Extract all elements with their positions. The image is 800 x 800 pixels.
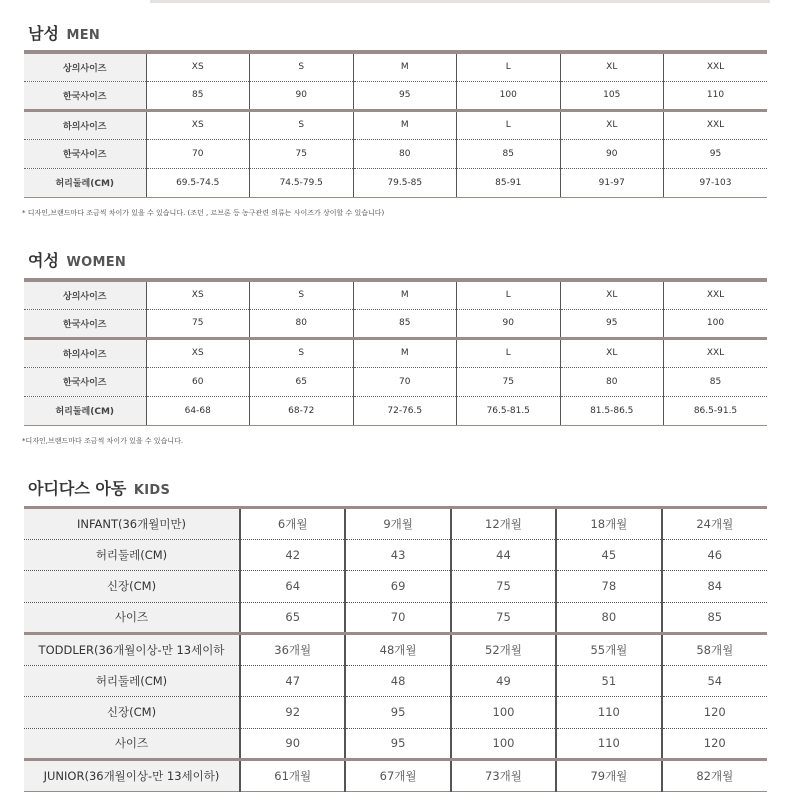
size-value-cell: XL [560,110,664,139]
size-value-cell: 120 [662,697,767,729]
size-value-cell: L [457,280,561,309]
women-section-title [28,248,126,271]
size-value-cell: 80 [250,309,354,338]
row-header-cell: 한국사이즈 [24,367,146,396]
men-title-en: MEN [66,28,101,43]
size-value-cell: M [353,52,457,81]
size-value-cell: 67개월 [345,760,450,792]
kids-size-table [24,506,767,792]
size-value-cell: 42 [240,539,345,571]
size-value-cell: 105 [560,81,664,110]
size-value-cell: 110 [664,81,768,110]
size-value-cell: XS [146,338,250,367]
size-value-cell: 120 [662,728,767,760]
top-divider [150,0,770,3]
size-value-cell: 85-91 [457,168,561,197]
size-value-cell: 76.5-81.5 [457,396,561,425]
size-value-cell: 73개월 [451,760,556,792]
size-value-cell: 48개월 [345,634,450,666]
kids-row [24,760,767,792]
size-value-cell: XL [560,338,664,367]
men-row [24,139,767,168]
row-header-cell: 하의사이즈 [24,338,146,367]
men-row [24,168,767,197]
women-row [24,338,767,367]
kids-row [24,571,767,603]
size-value-cell: 92 [240,697,345,729]
row-header-cell: 사이즈 [24,728,240,760]
row-header-cell: 허리둘레(CM) [24,539,240,571]
size-value-cell: L [457,52,561,81]
size-value-cell: 75 [451,571,556,603]
size-value-cell: 95 [353,81,457,110]
size-value-cell: 6개월 [240,508,345,540]
size-value-cell: 75 [146,309,250,338]
women-title-ko: 여성 [28,251,59,270]
size-value-cell: XL [560,52,664,81]
kids-row [24,508,767,540]
size-value-cell: 24개월 [662,508,767,540]
women-note: *디자인,브랜드마다 조금씩 차이가 있을 수 있습니다. [22,437,184,445]
women-title-en: WOMEN [66,255,127,270]
kids-row [24,697,767,729]
size-value-cell: 48 [345,665,450,697]
size-value-cell: 110 [556,728,661,760]
size-value-cell: 95 [345,728,450,760]
size-value-cell: 49 [451,665,556,697]
size-value-cell: XS [146,52,250,81]
size-value-cell: 75 [451,602,556,634]
size-value-cell: 95 [664,139,768,168]
size-value-cell: XXL [664,52,768,81]
kids-row [24,634,767,666]
women-size-table [24,278,767,426]
size-value-cell: 54 [662,665,767,697]
size-value-cell: 18개월 [556,508,661,540]
size-value-cell: 100 [664,309,768,338]
size-value-cell: 82개월 [662,760,767,792]
size-value-cell: 90 [560,139,664,168]
size-value-cell: 100 [451,728,556,760]
men-row [24,52,767,81]
size-value-cell: 85 [146,81,250,110]
size-value-cell: 90 [457,309,561,338]
size-value-cell: 70 [146,139,250,168]
size-value-cell: 95 [560,309,664,338]
size-value-cell: 75 [457,367,561,396]
size-value-cell: 72-76.5 [353,396,457,425]
row-header-cell: 허리둘레(CM) [24,168,146,197]
women-row [24,396,767,425]
row-header-cell: 신장(CM) [24,571,240,603]
size-value-cell: XXL [664,110,768,139]
size-value-cell: 44 [451,539,556,571]
size-value-cell: 85 [457,139,561,168]
size-value-cell: 97-103 [664,168,768,197]
size-value-cell: 9개월 [345,508,450,540]
size-value-cell: XS [146,110,250,139]
kids-title-ko: 아디다스 아동 [28,479,127,498]
size-value-cell: 75 [250,139,354,168]
size-value-cell: XXL [664,338,768,367]
kids-section-title [28,476,170,499]
size-value-cell: 70 [353,367,457,396]
size-value-cell: 65 [250,367,354,396]
kids-title-en: KIDS [133,483,171,498]
women-row [24,280,767,309]
size-value-cell: 61개월 [240,760,345,792]
size-value-cell: 78 [556,571,661,603]
size-value-cell: 90 [240,728,345,760]
size-value-cell: 46 [662,539,767,571]
size-value-cell: 64-68 [146,396,250,425]
size-value-cell: 69.5-74.5 [146,168,250,197]
size-value-cell: 80 [353,139,457,168]
women-row [24,367,767,396]
size-value-cell: 95 [345,697,450,729]
size-value-cell: 81.5-86.5 [560,396,664,425]
size-value-cell: 47 [240,665,345,697]
size-value-cell: S [250,338,354,367]
size-value-cell: 12개월 [451,508,556,540]
men-row [24,110,767,139]
size-value-cell: 100 [457,81,561,110]
row-header-cell: TODDLER(36개월이상-만 13세이하 [24,634,240,666]
size-value-cell: M [353,280,457,309]
row-header-cell: 하의사이즈 [24,110,146,139]
size-value-cell: 68-72 [250,396,354,425]
row-header-cell: JUNIOR(36개월이상-만 13세이하) [24,760,240,792]
kids-row [24,728,767,760]
row-header-cell: 한국사이즈 [24,81,146,110]
men-note: * 디자인,브랜드마다 조금씩 차이가 있을 수 있습니다. (조던 , 르브론 등 농구관련 의류는 사이즈가 상이할 수 있습니다) [22,209,385,217]
size-value-cell: XL [560,280,664,309]
size-value-cell: 80 [560,367,664,396]
size-value-cell: 65 [240,602,345,634]
row-header-cell: 신장(CM) [24,697,240,729]
size-value-cell: 51 [556,665,661,697]
size-value-cell: 110 [556,697,661,729]
row-header-cell: 상의사이즈 [24,52,146,81]
size-value-cell: 64 [240,571,345,603]
size-value-cell: 79개월 [556,760,661,792]
row-header-cell: 허리둘레(CM) [24,665,240,697]
size-value-cell: XXL [664,280,768,309]
men-row [24,81,767,110]
size-value-cell: 86.5-91.5 [664,396,768,425]
size-value-cell: 85 [662,602,767,634]
size-value-cell: 70 [345,602,450,634]
size-value-cell: 55개월 [556,634,661,666]
size-value-cell: 85 [664,367,768,396]
size-value-cell: 45 [556,539,661,571]
women-row [24,309,767,338]
row-header-cell: 허리둘레(CM) [24,396,146,425]
size-value-cell: 79.5-85 [353,168,457,197]
men-section-title [28,21,100,44]
men-size-table [24,50,767,198]
kids-row [24,539,767,571]
size-value-cell: 43 [345,539,450,571]
row-header-cell: 한국사이즈 [24,139,146,168]
size-value-cell: M [353,110,457,139]
size-value-cell: 91-97 [560,168,664,197]
men-title-ko: 남성 [28,24,59,43]
size-value-cell: 60 [146,367,250,396]
size-value-cell: XS [146,280,250,309]
kids-row [24,665,767,697]
row-header-cell: 사이즈 [24,602,240,634]
kids-row [24,602,767,634]
size-value-cell: 52개월 [451,634,556,666]
size-value-cell: L [457,110,561,139]
size-value-cell: 85 [353,309,457,338]
size-value-cell: 90 [250,81,354,110]
size-value-cell: 100 [451,697,556,729]
row-header-cell: 한국사이즈 [24,309,146,338]
size-value-cell: S [250,52,354,81]
size-value-cell: 74.5-79.5 [250,168,354,197]
row-header-cell: 상의사이즈 [24,280,146,309]
size-value-cell: 84 [662,571,767,603]
size-value-cell: S [250,110,354,139]
size-value-cell: M [353,338,457,367]
size-value-cell: S [250,280,354,309]
row-header-cell: INFANT(36개월미만) [24,508,240,540]
size-value-cell: 58개월 [662,634,767,666]
size-value-cell: 80 [556,602,661,634]
size-value-cell: 69 [345,571,450,603]
size-value-cell: L [457,338,561,367]
size-value-cell: 36개월 [240,634,345,666]
